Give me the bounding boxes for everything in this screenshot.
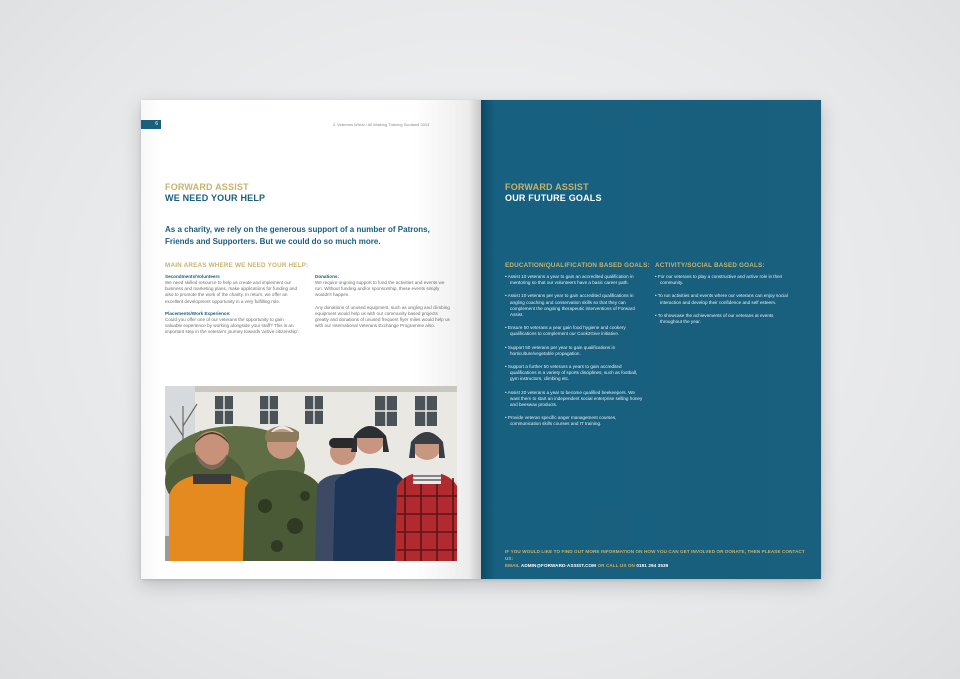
goal-item: • Assist 10 veterans per year to gain accredited qualifications in angling coaching and conservation skills so that they can complement the ongoing therapeutic interventions of Forward Assist. [505,293,635,318]
left-title-block [165,182,265,204]
contact-call-label: OR CALL US ON [596,563,637,568]
help-column-2 [315,274,451,335]
spine-shadow [469,100,481,579]
goal-item: • For our veterans to play a constructive and active role in their community. [655,274,783,286]
edu-goals-list [505,274,645,435]
left-heading: WE NEED YOUR HELP [165,193,266,203]
help-item-title: Donations: [315,274,339,279]
right-title-block [505,182,602,204]
contact-info [505,548,805,569]
contact-line-2 [505,562,805,569]
goal-item: • To showcase the achievements of our veterans at events throughout the year. [655,312,774,325]
intro-paragraph: As a charity, we rely on the generous support of a number of Patrons, Friends and Supporters. But we could do so much more. [165,225,430,246]
social-goals-heading: ACTIVITY/SOCIAL BASED GOALS: [655,262,765,269]
contact-line-1: IF YOU WOULD LIKE TO FIND OUT MORE INFORMATION ON HOW YOU CAN GET INVOLVED OR DONATE, THEN PLEASE CONTACT US: [505,549,805,561]
social-goals-list [655,274,795,332]
contact-email-label: EMAIL [505,563,521,568]
right-page [481,100,821,579]
goal-item: • Ensure 50 veterans a year gain food hygiene and cookery qualifications to complement our Cook2Give initiative. [505,325,626,337]
right-kicker: FORWARD ASSIST [505,182,589,192]
areas-heading: MAIN AREAS WHERE WE NEED YOUR HELP: [165,262,309,269]
help-item-text: We need skilled resource to help us create and implement our business and marketing plans, make applications for funding and also to promote the work of the charity. In return, we offer an excellent development opportunity in a very fulfilling role. [165,280,298,304]
help-item-text: Could you offer one of our veterans the opportunity to gain valuable experience by working alongside your staff? This is an important step in the veteran's journey towards 'active citizenship'. [165,316,300,335]
help-item-text: Any donations of unused equipment, such as angling and climbing equipment would help us with our community based projects greatly and donations of unused frequent flyer miles would help us with our International Veterans Exchange Programme also. [315,304,450,329]
right-heading: OUR FUTURE GOALS [505,193,602,203]
edu-goals-heading: EDUCATION/QUALIFICATION BASED GOALS: [505,262,650,269]
goal-item: • To run activities and events where our veterans can enjoy social interaction and develop their confidence and self esteem. [655,293,788,305]
help-item-text: We require ongoing support to fund the activities and events we run. Without funding and/or sponsorship, these events simply wouldn't happen. [315,280,445,298]
goal-item: • Support 50 veterans per year to gain qualifications in horticulture/vegetable propagation. [505,344,616,356]
goal-item: • Support a further 50 veterans a years to gain accredited qualifications in a variety of sports disciplines, such as football, gym instructors, climbing etc. [505,364,638,382]
help-item-title: Placements/Work Experience: [165,310,231,316]
page-number: 6 [141,120,161,129]
goal-item: • Provide veteran specific anger management courses, communication skills courses and IT training. [505,415,617,427]
contact-email-link[interactable]: ADMIN@FORWARD-ASSIST.COM [520,563,597,568]
group-photo [165,386,457,561]
brochure-spread [141,100,821,579]
help-item-title: Secondments/Volunteers [165,274,220,279]
group-of-veterans-photo-icon [165,386,457,561]
help-column-1 [165,274,301,341]
goal-item: • Assist 10 veterans a year to gain an accredited qualification in mentoring so that our volunteers have a basic career path. [505,274,634,286]
left-kicker: FORWARD ASSIST [165,182,249,192]
contact-phone[interactable]: 0191 294 3539 [636,563,669,568]
goal-item: • Assist 20 veterans a year to become qualified beekeepers. We want them to start an independent social enterprise selling honey and beeswax products. [505,389,643,408]
left-page [141,100,481,579]
running-head: 3. Veterans Wirral / All Walking Training Scotland 2013 [332,122,430,127]
